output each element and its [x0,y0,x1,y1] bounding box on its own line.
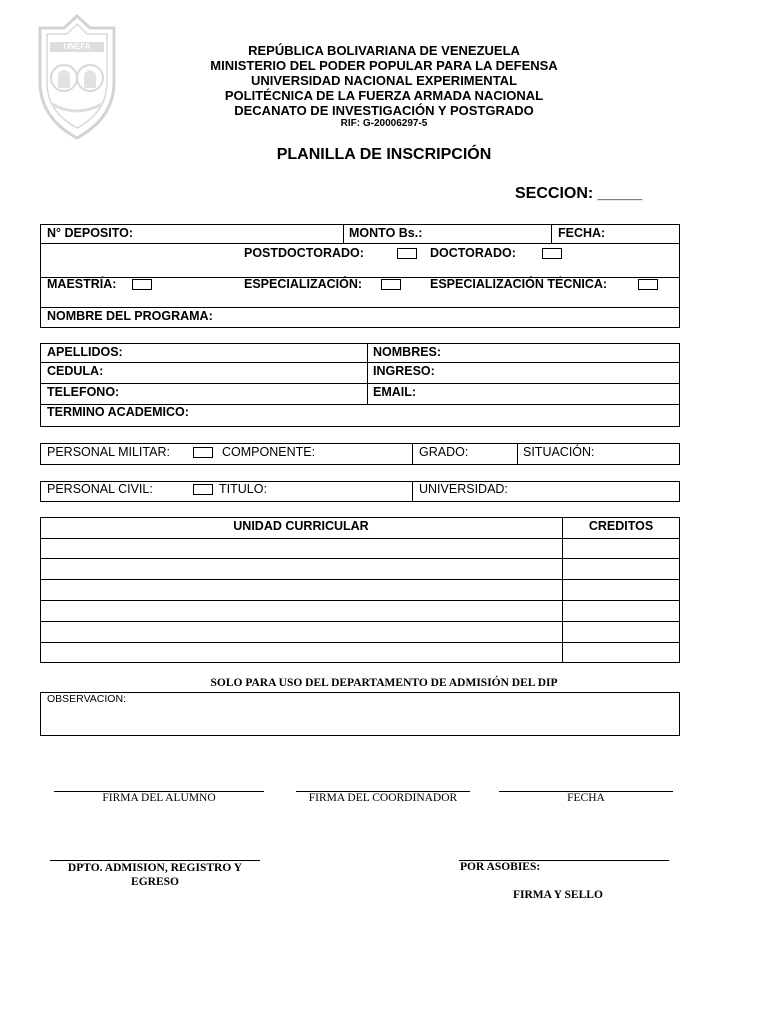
doctorado-label: DOCTORADO: [430,246,516,260]
especializacion-checkbox[interactable] [381,279,401,290]
dpto-line-1: DPTO. ADMISION, REGISTRO Y [67,862,243,874]
curricular-row[interactable] [41,643,679,662]
firma-coordinador-label: FIRMA DEL COORDINADOR [308,792,458,804]
dpto-line-2: EGRESO [131,876,179,888]
personal-militar-label: PERSONAL MILITAR: [47,445,170,459]
situacion-label: SITUACIÓN: [523,445,595,459]
componente-label: COMPONENTE: [222,445,316,459]
header-line-2: MINISTERIO DEL PODER POPULAR PARA LA DEFENSA [210,58,558,73]
especializacion-tecnica-label: ESPECIALIZACIÓN TÉCNICA: [430,277,608,291]
unidad-curricular-header: UNIDAD CURRICULAR [233,519,369,533]
admision-heading: SOLO PARA USO DEL DEPARTAMENTO DE ADMISIÓN DEL DIP [210,677,558,689]
unefa-logo [30,14,124,142]
form-title: PLANILLA DE INSCRIPCIÓN [276,146,492,163]
deposito-label: N° DEPOSITO: [47,226,134,240]
titulo-label: TITULO: [219,482,267,496]
dpto-admision-label [50,861,260,889]
personal-militar-checkbox[interactable] [193,447,213,458]
curricular-row[interactable] [41,622,679,642]
logo-text: UNEFA [63,42,91,51]
institution-header [150,43,618,130]
doctorado-checkbox[interactable] [542,248,562,259]
fecha-label: FECHA: [558,226,606,240]
observacion-label: OBSERVACION: [47,693,126,705]
seccion-field[interactable]: SECCION: _____ [515,185,643,202]
curricular-row[interactable] [41,580,679,600]
grado-label: GRADO: [419,445,469,459]
asobies-label: POR ASOBIES: [460,861,541,873]
firma-sello-label: FIRMA Y SELLO [513,889,603,901]
header-line-1: REPÚBLICA BOLIVARIANA DE VENEZUELA [248,43,520,58]
creditos-header: CREDITOS [588,519,654,533]
personal-civil-checkbox[interactable] [193,484,213,495]
rif-number: RIF: G-20006297-5 [340,118,428,129]
especializacion-tecnica-checkbox[interactable] [638,279,658,290]
fecha-firma-label: FECHA [567,792,605,804]
curricular-row[interactable] [41,559,679,579]
firma-alumno-label: FIRMA DEL ALUMNO [102,792,216,804]
ingreso-label: INGRESO: [373,364,435,378]
observacion-box[interactable] [40,692,680,736]
header-line-3: UNIVERSIDAD NACIONAL EXPERIMENTAL [250,73,518,88]
apellidos-label: APELLIDOS: [47,345,123,359]
maestria-checkbox[interactable] [132,279,152,290]
especializacion-label: ESPECIALIZACIÓN: [244,277,363,291]
curricular-row[interactable] [41,601,679,621]
cedula-label: CEDULA: [47,364,104,378]
nombres-label: NOMBRES: [373,345,442,359]
programa-label: NOMBRE DEL PROGRAMA: [47,309,213,323]
postdoctorado-checkbox[interactable] [397,248,417,259]
termino-label: TERMINO ACADEMICO: [47,405,189,419]
maestria-label: MAESTRÍA: [47,277,117,291]
postdoctorado-label: POSTDOCTORADO: [244,246,364,260]
curricular-row[interactable] [41,539,679,558]
telefono-label: TELEFONO: [47,385,120,399]
email-label: EMAIL: [373,385,417,399]
universidad-label: UNIVERSIDAD: [419,482,508,496]
header-line-5: DECANATO DE INVESTIGACIÓN Y POSTGRADO [234,103,534,118]
personal-civil-label: PERSONAL CIVIL: [47,482,153,496]
header-line-4: POLITÉCNICA DE LA FUERZA ARMADA NACIONAL [224,88,544,103]
monto-label: MONTO Bs.: [349,226,423,240]
